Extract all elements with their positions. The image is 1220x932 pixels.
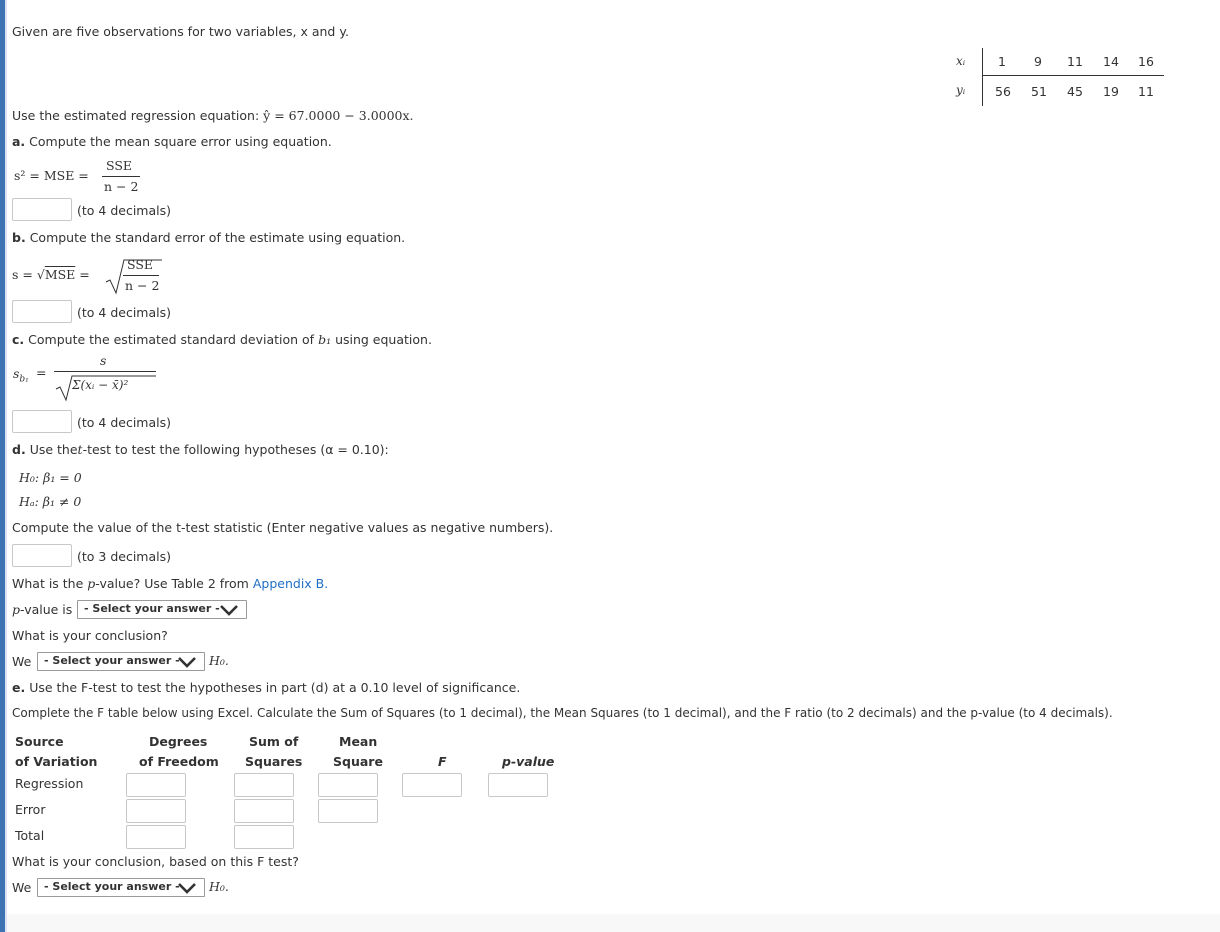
y-value: 19 bbox=[1103, 84, 1119, 99]
row-total-label: Total bbox=[15, 828, 45, 843]
sb1-fraction-bar bbox=[54, 371, 156, 372]
row-regression-label: Regression bbox=[15, 776, 84, 791]
sb1-answer-input[interactable] bbox=[12, 410, 72, 433]
alternative-hypothesis: Hₐ: β₁ ≠ 0 bbox=[19, 494, 82, 509]
x-value: 14 bbox=[1103, 54, 1119, 69]
regression-equation: ŷ = 67.0000 − 3.0000x. bbox=[263, 108, 414, 123]
f-test-conclusion-question: What is your conclusion, based on this F test? bbox=[12, 854, 299, 869]
pvalue-label: p-value is bbox=[12, 602, 73, 617]
header-pvalue: p-value bbox=[502, 754, 555, 769]
part-b-text: Compute the standard error of the estimate using equation. bbox=[29, 230, 406, 245]
row-error-label: Error bbox=[15, 802, 46, 817]
error-df-input[interactable] bbox=[126, 799, 186, 823]
part-e-text: Use the F-test to test the hypotheses in part (d) at a 0.10 level of significance. bbox=[29, 680, 521, 695]
header-df: Degrees bbox=[149, 734, 208, 749]
header-df-2: of Freedom bbox=[139, 754, 219, 769]
header-f: F bbox=[438, 754, 447, 769]
se-formula-lhs: s = √MSE = bbox=[12, 267, 90, 282]
part-c-text-before: Compute the estimated standard deviation of bbox=[28, 332, 315, 347]
null-hypothesis: H₀: β₁ = 0 bbox=[19, 470, 82, 485]
part-e-label: e. bbox=[12, 680, 26, 695]
intro-text: Given are five observations for two variables, x and y. bbox=[12, 24, 349, 39]
mse-formula-lhs: s² = MSE = bbox=[14, 168, 89, 183]
header-ss: Sum of bbox=[249, 734, 299, 749]
regression-df-input[interactable] bbox=[126, 773, 186, 797]
part-a-label: a. bbox=[12, 134, 26, 149]
total-ss-input[interactable] bbox=[234, 825, 294, 849]
part-d-label: d. bbox=[12, 442, 26, 457]
f-ratio-input[interactable] bbox=[402, 773, 462, 797]
h0-suffix: H₀. bbox=[209, 653, 229, 668]
part-c-label: c. bbox=[12, 332, 25, 347]
sb1-formula-lhs: $s_{b_1}$ bbox=[13, 366, 29, 385]
left-accent-shadow bbox=[5, 0, 7, 932]
mse-formula-numerator: SSE bbox=[106, 158, 133, 173]
t-test-conclusion-select[interactable]: - Select your answer - bbox=[37, 652, 205, 671]
conclusion-question: What is your conclusion? bbox=[12, 628, 168, 643]
t-statistic-input[interactable] bbox=[12, 544, 72, 567]
part-b-label: b. bbox=[12, 230, 26, 245]
mse-formula-denominator: n − 2 bbox=[104, 179, 139, 194]
part-e-prompt bbox=[12, 680, 520, 695]
regression-text: Use the estimated regression equation: bbox=[12, 108, 260, 123]
observations-table bbox=[948, 46, 1164, 106]
f-table-instructions: Complete the F table below using Excel. Calculate the Sum of Squares (to 1 decimal), the Mean Squares (to 1 decimal), and the F ratio (to 2 decimals) and the p-value (to 4 decimals). bbox=[12, 706, 1113, 720]
h0-suffix-f: H₀. bbox=[209, 879, 229, 894]
header-ss-2: Squares bbox=[245, 754, 303, 769]
mse-decimals-hint: (to 4 decimals) bbox=[77, 203, 171, 218]
se-fraction-bar bbox=[123, 275, 159, 276]
y-row-label: yᵢ bbox=[956, 83, 966, 97]
error-ms-input[interactable] bbox=[318, 799, 378, 823]
y-value: 51 bbox=[1031, 84, 1047, 99]
we-label-f: We bbox=[12, 880, 32, 895]
header-source-2: of Variation bbox=[15, 754, 98, 769]
y-value: 45 bbox=[1067, 84, 1083, 99]
mse-fraction-bar bbox=[102, 176, 140, 177]
we-label: We bbox=[12, 654, 32, 669]
pvalue-select[interactable]: - Select your answer - bbox=[77, 600, 247, 619]
part-a-prompt bbox=[12, 134, 332, 149]
part-c-text-after: using equation. bbox=[335, 332, 432, 347]
error-ss-input[interactable] bbox=[234, 799, 294, 823]
regression-ms-input[interactable] bbox=[318, 773, 378, 797]
t-statistic-decimals-hint: (to 3 decimals) bbox=[77, 549, 171, 564]
se-formula-numerator: SSE bbox=[127, 257, 154, 272]
se-formula-denominator: n − 2 bbox=[125, 278, 160, 293]
regression-line bbox=[12, 108, 414, 123]
f-test-conclusion-select[interactable]: - Select your answer - bbox=[37, 878, 205, 897]
chevron-down-icon bbox=[176, 880, 198, 896]
pvalue-question: What is the p-value? Use Table 2 from Appendix B. bbox=[12, 576, 329, 591]
x-value: 9 bbox=[1034, 54, 1042, 69]
table-vertical-rule bbox=[982, 48, 983, 106]
sb1-formula-numerator: s bbox=[100, 353, 107, 368]
y-value: 56 bbox=[995, 84, 1011, 99]
appendix-b-link[interactable]: Appendix B. bbox=[252, 576, 329, 591]
header-ms: Mean bbox=[339, 734, 378, 749]
footer-band bbox=[7, 914, 1220, 932]
x-value: 1 bbox=[998, 54, 1006, 69]
part-c-symbol: b₁ bbox=[318, 332, 332, 347]
mse-answer-input[interactable] bbox=[12, 198, 72, 221]
sb1-formula-equals: = bbox=[36, 365, 47, 380]
sb1-decimals-hint: (to 4 decimals) bbox=[77, 415, 171, 430]
total-df-input[interactable] bbox=[126, 825, 186, 849]
part-d-prompt: d. Use thet-test to test the following hypotheses (α = 0.10): bbox=[12, 442, 389, 457]
sb1-formula-denominator: Σ(xᵢ − x̄)² bbox=[72, 378, 129, 392]
table-horizontal-rule bbox=[982, 75, 1164, 76]
header-ms-2: Square bbox=[333, 754, 383, 769]
part-a-text: Compute the mean square error using equation. bbox=[29, 134, 332, 149]
part-c-prompt bbox=[12, 332, 432, 347]
se-decimals-hint: (to 4 decimals) bbox=[77, 305, 171, 320]
x-row-label: xᵢ bbox=[956, 54, 966, 68]
regression-ss-input[interactable] bbox=[234, 773, 294, 797]
chevron-down-icon bbox=[176, 654, 198, 670]
chevron-down-icon bbox=[218, 602, 240, 618]
f-pvalue-input[interactable] bbox=[488, 773, 548, 797]
x-value: 11 bbox=[1067, 54, 1083, 69]
x-value: 16 bbox=[1138, 54, 1154, 69]
header-source: Source bbox=[15, 734, 64, 749]
part-b-prompt bbox=[12, 230, 405, 245]
t-statistic-instruction: Compute the value of the t-test statistic (Enter negative values as negative numbers). bbox=[12, 520, 554, 535]
se-answer-input[interactable] bbox=[12, 300, 72, 323]
y-value: 11 bbox=[1138, 84, 1154, 99]
